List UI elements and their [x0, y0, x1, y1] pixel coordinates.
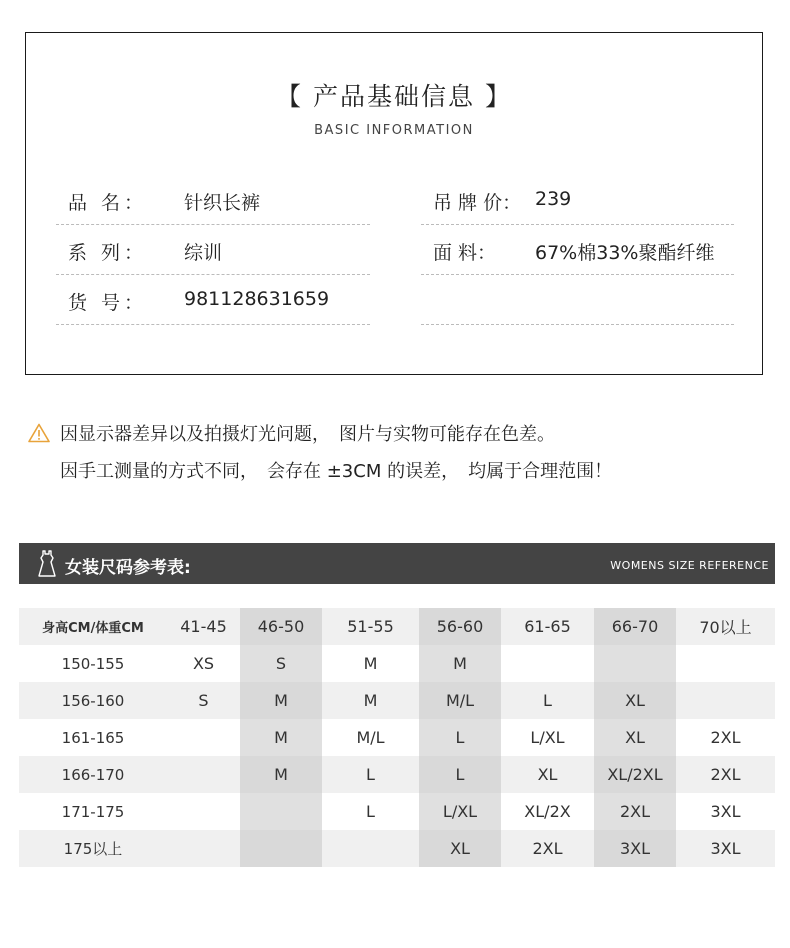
weight-header-cell: 56-60	[419, 608, 501, 645]
weight-header-cell: 46-50	[240, 608, 322, 645]
height-cell: 161-165	[19, 719, 167, 756]
notice-text-1: 因显示器差异以及拍摄灯光问题， 图片与实物可能存在色差。	[60, 424, 555, 445]
weight-header-cell: 41-45	[167, 608, 240, 645]
field-label: 品 名：	[68, 192, 148, 214]
field-label: 系 列：	[68, 242, 148, 264]
size-cell: XS	[167, 645, 240, 682]
size-cell: S	[167, 682, 240, 719]
size-cell	[676, 645, 775, 682]
size-cell: 2XL	[676, 756, 775, 793]
size-table	[19, 608, 775, 867]
size-cell	[240, 830, 322, 867]
info-title: 【 产品基础信息 】	[276, 82, 512, 111]
size-cell: M	[240, 719, 322, 756]
field-value: 67%棉33%聚酯纤维	[535, 242, 715, 264]
size-chart-title: 女装尺码参考表:	[65, 558, 191, 578]
height-cell: 156-160	[19, 682, 167, 719]
field-value: 981128631659	[184, 288, 330, 310]
size-cell: 3XL	[594, 830, 676, 867]
size-cell: L	[501, 682, 594, 719]
size-cell: L	[322, 756, 419, 793]
size-cell: L	[419, 719, 501, 756]
size-cell: XL/2XL	[594, 756, 676, 793]
table-row	[19, 756, 775, 793]
size-cell: XL	[594, 719, 676, 756]
size-cell: M	[240, 682, 322, 719]
field-item-number	[56, 275, 370, 325]
size-cell: M/L	[419, 682, 501, 719]
size-cell: 2XL	[676, 719, 775, 756]
size-chart-subtitle: WOMENS SIZE REFERENCE	[610, 559, 769, 572]
notice-line-2: 因手工测量的方式不同， 会存在 ±3CM 的误差， 均属于合理范围！	[60, 461, 613, 482]
size-cell: XL	[419, 830, 501, 867]
field-series	[56, 225, 370, 275]
size-cell: M/L	[322, 719, 419, 756]
dress-icon	[36, 550, 58, 578]
size-cell: 2XL	[501, 830, 594, 867]
size-cell: M	[419, 645, 501, 682]
field-value: 239	[535, 188, 572, 210]
size-cell: S	[240, 645, 322, 682]
size-cell: XL	[594, 682, 676, 719]
table-row	[19, 719, 775, 756]
size-cell	[594, 645, 676, 682]
height-cell: 171-175	[19, 793, 167, 830]
table-row	[19, 682, 775, 719]
size-cell: L/XL	[419, 793, 501, 830]
notice-line-1	[28, 420, 612, 457]
size-cell: XL/2X	[501, 793, 594, 830]
weight-header-cell: 66-70	[594, 608, 676, 645]
size-cell: L	[419, 756, 501, 793]
size-cell	[167, 756, 240, 793]
size-cell: L/XL	[501, 719, 594, 756]
field-tag-price	[421, 175, 734, 225]
size-cell: 3XL	[676, 830, 775, 867]
size-cell: L	[322, 793, 419, 830]
header-corner-cell: 身高CM/体重CM	[19, 608, 167, 645]
field-label: 面 料：	[433, 242, 497, 264]
size-cell	[167, 793, 240, 830]
field-label: 吊 牌 价：	[433, 192, 522, 214]
size-cell	[167, 830, 240, 867]
size-cell	[322, 830, 419, 867]
size-cell: M	[322, 645, 419, 682]
size-cell	[240, 793, 322, 830]
table-row	[19, 793, 775, 830]
size-cell	[167, 719, 240, 756]
field-value: 针织长裤	[184, 192, 261, 214]
height-cell: 175以上	[19, 830, 167, 867]
size-cell	[676, 682, 775, 719]
size-cell	[501, 645, 594, 682]
weight-header-cell: 61-65	[501, 608, 594, 645]
height-cell: 150-155	[19, 645, 167, 682]
height-cell: 166-170	[19, 756, 167, 793]
field-product-name	[56, 175, 370, 225]
field-value: 综训	[184, 242, 223, 264]
weight-header-cell: 51-55	[322, 608, 419, 645]
notice-block	[28, 420, 612, 494]
table-row	[19, 830, 775, 867]
size-chart-header	[19, 543, 775, 584]
field-fabric	[421, 225, 734, 275]
warning-icon	[28, 423, 50, 443]
table-row	[19, 645, 775, 682]
size-cell: M	[240, 756, 322, 793]
size-cell: 2XL	[594, 793, 676, 830]
field-label: 货 号：	[68, 292, 148, 314]
basic-info-panel	[25, 32, 763, 375]
weight-header-cell: 70以上	[676, 608, 775, 645]
size-cell: M	[322, 682, 419, 719]
size-cell: XL	[501, 756, 594, 793]
field-empty	[421, 275, 734, 325]
size-cell: 3XL	[676, 793, 775, 830]
info-subtitle: BASIC INFORMATION	[314, 123, 474, 138]
table-header-row	[19, 608, 775, 645]
